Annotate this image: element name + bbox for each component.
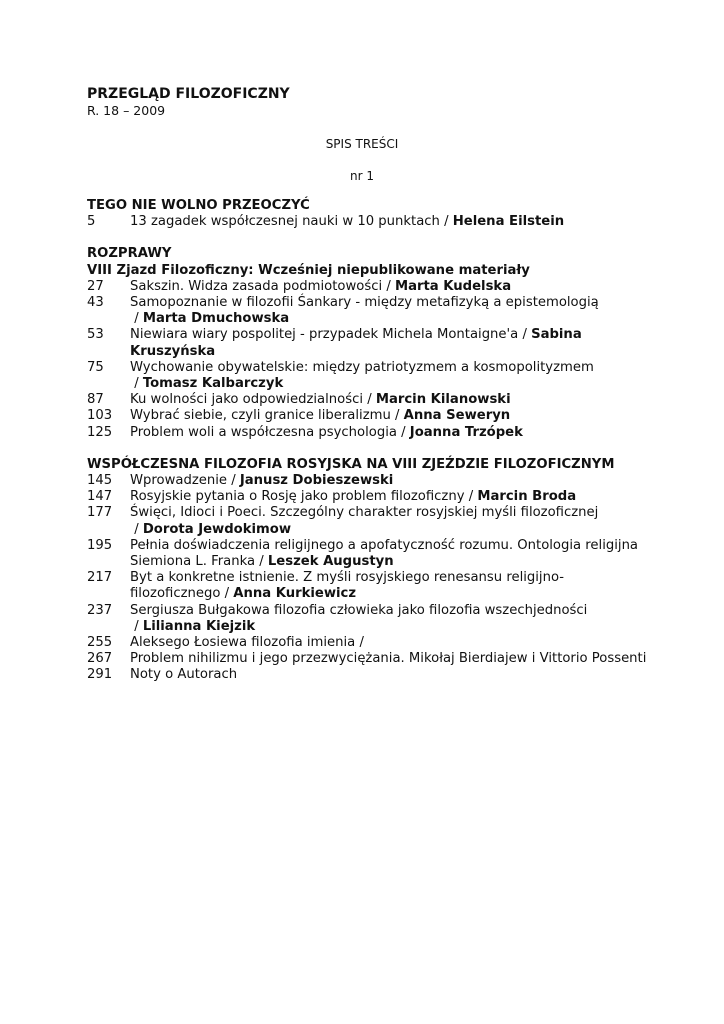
entry-title: Sergiusza Bułgakowa filozofia człowieka jako filozofia wszechjedności (130, 602, 588, 618)
entry-text (130, 635, 647, 651)
entry-separator: / (355, 635, 369, 651)
entry-title: Noty o Autorach (130, 667, 238, 683)
toc-heading: SPIS TREŚCI (325, 137, 399, 151)
entry-title: Problem nihilizmu i jego przezwyciężania. Mikołaj Bierdiajew i Vittorio Possenti (130, 651, 647, 667)
entry-page-number: 125 (87, 424, 113, 440)
entry-title: Wychowanie obywatelskie: między patriotyzmem a kosmopolityzmem (130, 359, 594, 375)
entry-text (130, 473, 647, 489)
toc-entry (87, 360, 647, 392)
entry-separator: / (130, 521, 143, 537)
toc-entry (87, 570, 647, 602)
subsection-title: VIII Zjazd Filozoficzny: Wcześniej niepublikowane materiały (87, 262, 530, 278)
entry-author: Marta Dmuchowska (142, 311, 290, 327)
entry-page-number: 27 (87, 278, 104, 294)
entry-separator: / (220, 586, 234, 602)
entry-text (130, 570, 647, 602)
toc-entry (87, 651, 647, 667)
section-title: ROZPRAWY (87, 246, 172, 262)
toc-entry (87, 473, 647, 489)
entry-author: Leszek Augustyn (267, 554, 394, 570)
toc-entry (87, 214, 647, 230)
toc-entry (87, 425, 647, 441)
entry-text (130, 360, 647, 392)
entry-author: Marcin Broda (477, 489, 577, 505)
entry-title: Niewiara wiary pospolitej - przypadek Michela Montaigne'a (130, 327, 519, 343)
entry-separator: / (464, 489, 478, 505)
entry-page-number: 5 (87, 214, 96, 230)
entry-text (130, 408, 647, 424)
entry-separator: / (130, 311, 143, 327)
entry-page-number: 237 (87, 602, 113, 618)
entry-separator: / (130, 376, 143, 392)
entry-text (130, 603, 647, 635)
entry-page-number: 145 (87, 473, 113, 489)
entry-page-number: 267 (87, 651, 113, 667)
entry-author: Helena Eilstein (452, 214, 565, 230)
toc-entry (87, 489, 647, 505)
entry-separator: / (390, 408, 404, 424)
entry-page-number: 255 (87, 635, 113, 651)
entry-separator: / (439, 214, 453, 230)
entry-author: Anna Seweryn (403, 408, 511, 424)
entry-title: Pełnia doświadczenia religijnego a apofatyczność rozumu. Ontologia religijna Siemiona L. Franka (130, 537, 639, 570)
entry-page-number: 103 (87, 408, 113, 424)
entry-text (130, 538, 647, 570)
toc-entry (87, 635, 647, 651)
toc-entry (87, 279, 647, 295)
entry-page-number: 195 (87, 537, 113, 553)
entry-title: Samopoznanie w filozofii Śankary - między metafizyką a epistemologią (130, 295, 599, 311)
toc-entry (87, 392, 647, 408)
section-title: WSPÓŁCZESNA FILOZOFIA ROSYJSKA NA VIII ZJEŹDZIE FILOZOFICZNYM (87, 456, 615, 472)
entry-text (130, 214, 647, 230)
entry-author: Marta Kudelska (394, 278, 512, 294)
entry-author: Janusz Dobieszewski (239, 473, 394, 489)
entry-title: Rosyjskie pytania o Rosję jako problem filozoficzny (130, 489, 465, 505)
entry-page-number: 43 (87, 295, 104, 311)
entry-title: Sakszin. Widza zasada podmiotowości (130, 278, 383, 294)
entry-author: Dorota Jewdokimow (142, 521, 292, 537)
entry-text (130, 392, 647, 408)
toc-entry (87, 603, 647, 635)
entry-text (130, 295, 647, 327)
section-title: TEGO NIE WOLNO PRZEOCZYĆ (87, 198, 310, 213)
entry-page-number: 75 (87, 359, 104, 375)
entry-author: Sabina Kruszyńska (130, 327, 582, 359)
toc-entry (87, 538, 647, 570)
entry-text (130, 425, 647, 441)
toc-entry (87, 408, 647, 424)
journal-title: PRZEGLĄD FILOZOFICZNY (87, 86, 290, 102)
entry-title: Święci, Idioci i Poeci. Szczególny charakter rosyjskiej myśli filozoficznej (130, 505, 599, 521)
entry-page-number: 217 (87, 570, 113, 586)
entry-page-number: 291 (87, 667, 113, 683)
entry-page-number: 177 (87, 505, 113, 521)
entry-separator: / (396, 424, 410, 440)
entry-text (130, 505, 647, 537)
toc-section (87, 198, 647, 230)
entry-title: 13 zagadek współczesnej nauki w 10 punktach (130, 214, 440, 230)
entry-text (130, 489, 647, 505)
entry-text (130, 279, 647, 295)
entry-separator: / (227, 473, 240, 489)
entry-title: Wybrać siebie, czyli granice liberalizmu (130, 408, 391, 424)
entry-separator: / (130, 618, 143, 634)
entry-title: Wprowadzenie (130, 473, 228, 489)
toc-section (87, 246, 647, 440)
entry-author: Tomasz Kalbarczyk (142, 376, 284, 392)
entry-text (130, 651, 647, 667)
table-of-contents (87, 198, 647, 684)
toc-entry (87, 295, 647, 327)
entry-title: Ku wolności jako odpowiedzialności (130, 392, 363, 408)
entry-title: Byt a konkretne istnienie. Z myśli rosyjskiego renesansu religijno-filozoficznego (130, 570, 565, 602)
entry-separator: / (255, 554, 268, 570)
entry-title: Aleksego Łosiewa filozofia imienia (130, 635, 356, 651)
entry-text (130, 327, 647, 359)
issue-number: nr 1 (350, 169, 374, 183)
entry-page-number: 87 (87, 392, 104, 408)
toc-entry (87, 667, 647, 683)
entry-page-number: 147 (87, 489, 113, 505)
journal-year: R. 18 – 2009 (87, 103, 166, 118)
toc-section (87, 457, 647, 684)
entry-author: Joanna Trzópek (409, 424, 523, 440)
entry-separator: / (382, 278, 395, 294)
entry-author: Anna Kurkiewicz (233, 586, 357, 602)
entry-author: Marcin Kilanowski (375, 392, 511, 408)
toc-entry (87, 505, 647, 537)
entry-text (130, 667, 647, 683)
entry-title: Problem woli a współczesna psychologia (130, 424, 397, 440)
entry-separator: / (518, 327, 532, 343)
entry-author: Lilianna Kiejzik (142, 618, 256, 634)
toc-entry (87, 327, 647, 359)
entry-separator: / (363, 392, 376, 408)
entry-page-number: 53 (87, 327, 104, 343)
